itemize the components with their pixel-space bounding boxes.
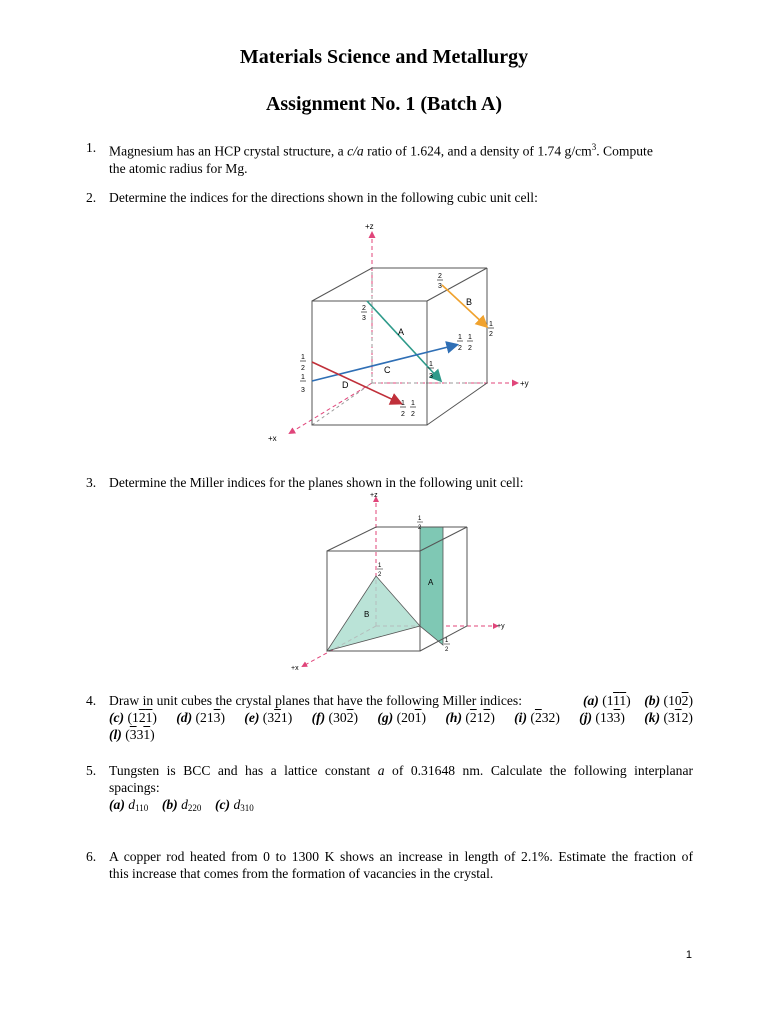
question-text: Draw in unit cubes the crystal planes that have the following Miller indices: bbox=[109, 693, 522, 708]
svg-text:1: 1 bbox=[411, 400, 415, 407]
svg-text:1: 1 bbox=[378, 563, 382, 569]
svg-text:2: 2 bbox=[445, 647, 449, 653]
svg-text:1: 1 bbox=[401, 400, 405, 407]
spacing-symbol: d bbox=[128, 797, 136, 812]
spacing-subscript: 220 bbox=[187, 803, 202, 813]
question-text: . Compute bbox=[596, 143, 653, 159]
svg-text:2: 2 bbox=[401, 411, 405, 418]
miller-label: (g) bbox=[377, 710, 394, 725]
question-text: ratio of 1.624, and a density of 1.74 g/cm bbox=[363, 143, 592, 159]
svg-text:3: 3 bbox=[429, 373, 433, 380]
miller-label: (j) bbox=[579, 710, 593, 725]
miller-label: (k) bbox=[644, 710, 661, 725]
direction-label-c: C bbox=[384, 365, 391, 375]
direction-label-d: D bbox=[342, 380, 349, 390]
svg-text:1: 1 bbox=[301, 374, 305, 381]
question-number: 4. bbox=[86, 693, 97, 708]
miller-label: (a) bbox=[582, 693, 599, 708]
svg-text:1: 1 bbox=[418, 516, 422, 522]
direction-label-a: A bbox=[398, 327, 405, 337]
spacing-label: (c) bbox=[214, 797, 231, 812]
miller-label: (c) bbox=[109, 710, 125, 725]
svg-text:2: 2 bbox=[301, 365, 305, 372]
plane-label-b: B bbox=[364, 610, 370, 619]
question-text: Tungsten is BCC and has a lattice constant bbox=[109, 763, 371, 778]
spacing-subscript: 110 bbox=[135, 803, 149, 813]
fraction-labels bbox=[300, 273, 494, 418]
axis-label-x: +x bbox=[268, 434, 277, 443]
question-3 bbox=[86, 474, 693, 491]
svg-text:1: 1 bbox=[445, 638, 449, 644]
question-text: spacings: bbox=[109, 780, 160, 795]
svg-text:1: 1 bbox=[489, 321, 493, 328]
question-number: 2. bbox=[86, 190, 97, 205]
page-number: 1 bbox=[685, 949, 692, 961]
svg-text:1: 1 bbox=[468, 334, 472, 341]
question-number: 5. bbox=[86, 763, 97, 778]
superscript: 3 bbox=[591, 142, 597, 152]
svg-text:1: 1 bbox=[301, 354, 305, 361]
svg-text:1: 1 bbox=[458, 334, 462, 341]
question-number: 3. bbox=[86, 475, 97, 490]
question-text: Determine the indices for the directions shown in the following cubic unit cell: bbox=[109, 190, 538, 205]
question-2 bbox=[86, 189, 693, 206]
question-text: A copper rod heated from 0 to 1300 K shows an increase in length of 2.1%. Estimate the fraction of bbox=[109, 849, 693, 864]
plane-label-a: A bbox=[428, 578, 434, 587]
svg-text:2: 2 bbox=[362, 305, 366, 312]
question-text: Determine the Miller indices for the planes shown in the following unit cell: bbox=[109, 475, 524, 490]
question-4: 4. Draw in unit cubes the crystal planes that have the following Miller indices: (a) (111) (b) (102) (c) (121) (d) (213) (e) (321) (f) (302) (g) (201) (h) (212) (i) (232) (j) (133) (k) (312) (l) (331) bbox=[86, 693, 693, 742]
question-text: the atomic radius for Mg. bbox=[109, 160, 248, 176]
spacing-label: (a) bbox=[109, 797, 125, 812]
svg-text:2: 2 bbox=[411, 411, 415, 418]
axis-label-z: +z bbox=[370, 492, 378, 499]
spacing-symbol: d bbox=[233, 797, 241, 812]
miller-label: (e) bbox=[244, 710, 260, 725]
miller-label: (b) bbox=[644, 693, 661, 708]
direction-b-arrow bbox=[442, 285, 486, 326]
spacing-symbol: d bbox=[181, 797, 188, 812]
direction-label-b: B bbox=[466, 297, 473, 307]
document-title: Materials Science and Metallurgy bbox=[239, 46, 529, 68]
figure-directions-unit-cell bbox=[262, 218, 537, 450]
axis-label-y: +y bbox=[497, 623, 505, 630]
question-text: Magnesium has an HCP crystal structure, a bbox=[109, 143, 348, 159]
direction-c-arrow bbox=[312, 345, 456, 381]
axis-label-z: +z bbox=[365, 222, 374, 231]
ratio-label: c/a bbox=[347, 143, 364, 159]
spacing-label: (b) bbox=[161, 797, 178, 812]
variable: a bbox=[377, 763, 385, 778]
miller-label: (i) bbox=[514, 710, 527, 725]
question-text: of 0.31648 nm. Calculate the following interplanar bbox=[392, 763, 693, 778]
svg-text:2: 2 bbox=[489, 331, 493, 338]
figure-planes-unit-cell bbox=[287, 490, 512, 675]
svg-text:1: 1 bbox=[429, 361, 433, 368]
question-text: this increase that comes from the formation of vacancies in the crystal. bbox=[109, 866, 494, 881]
assignment-title: Assignment No. 1 (Batch A) bbox=[265, 93, 503, 115]
axes bbox=[303, 498, 497, 666]
question-1 bbox=[86, 139, 693, 177]
question-5 bbox=[86, 762, 693, 817]
svg-text:2: 2 bbox=[378, 572, 382, 578]
miller-label: (f) bbox=[311, 710, 326, 725]
question-6 bbox=[86, 848, 693, 882]
spacing-subscript: 310 bbox=[240, 803, 254, 813]
question-number: 6. bbox=[86, 849, 97, 864]
svg-text:3: 3 bbox=[301, 387, 305, 394]
svg-text:2: 2 bbox=[418, 525, 422, 531]
axis-label-y: +y bbox=[520, 379, 529, 388]
svg-text:2: 2 bbox=[458, 345, 462, 352]
miller-label: (h) bbox=[445, 710, 462, 725]
svg-text:2: 2 bbox=[438, 273, 442, 280]
plane-b bbox=[327, 576, 420, 651]
miller-label: (d) bbox=[176, 710, 193, 725]
svg-text:3: 3 bbox=[438, 283, 442, 290]
question-number: 1. bbox=[86, 140, 97, 155]
axis-label-x: +x bbox=[291, 665, 299, 672]
miller-label: (l) bbox=[109, 727, 122, 742]
svg-text:3: 3 bbox=[362, 315, 366, 322]
svg-text:2: 2 bbox=[468, 345, 472, 352]
